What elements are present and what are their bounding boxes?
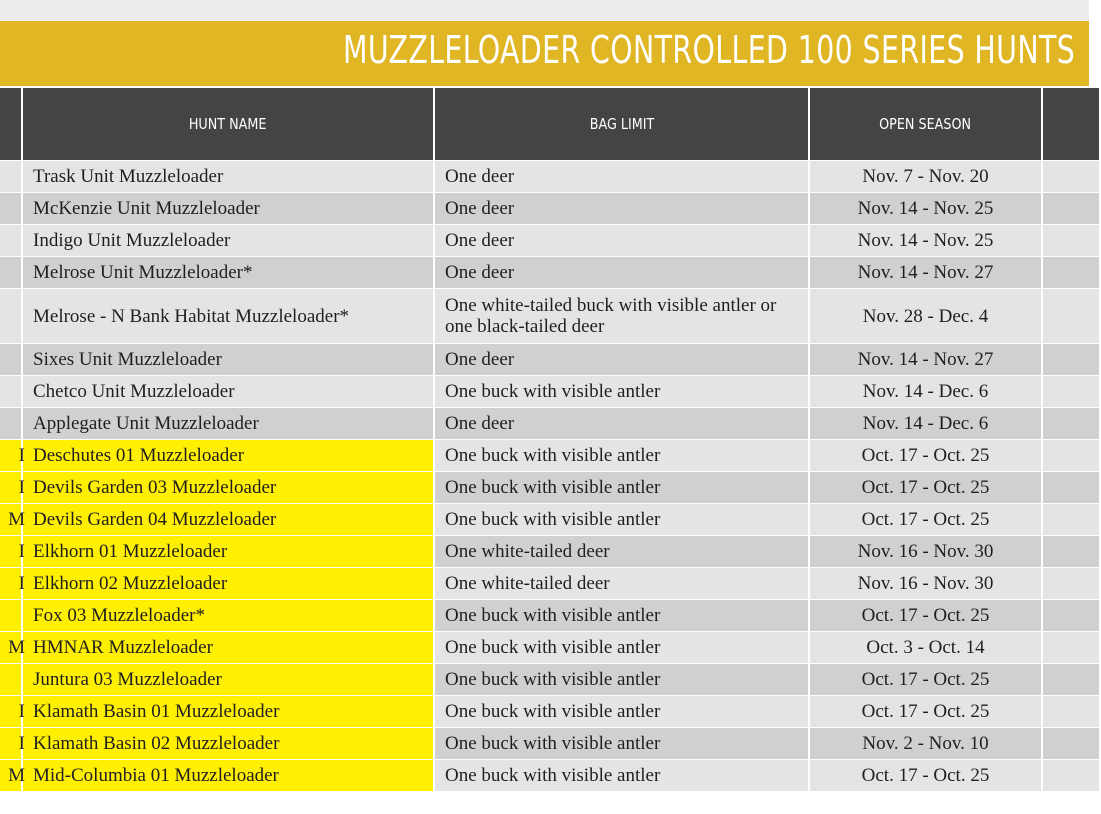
row-hunt-name-text: McKenzie Unit Muzzleloader xyxy=(33,198,260,219)
row-bag-limit xyxy=(434,193,809,225)
row-bag-limit xyxy=(434,440,809,472)
row-bag-limit xyxy=(434,728,809,760)
row-extra-cell xyxy=(1042,376,1100,408)
table-row xyxy=(0,760,1100,792)
row-bag-limit xyxy=(434,408,809,440)
row-hunt-name xyxy=(22,408,434,440)
row-open-season-text: Nov. 14 - Nov. 25 xyxy=(857,230,994,251)
row-code-cell xyxy=(0,193,22,225)
row-extra-cell xyxy=(1042,193,1100,225)
row-open-season-text: Oct. 17 - Oct. 25 xyxy=(861,669,990,690)
row-hunt-name-text: Elkhorn 02 Muzzleloader xyxy=(33,573,228,594)
row-open-season-text: Oct. 17 - Oct. 25 xyxy=(861,445,990,466)
table-row xyxy=(0,408,1100,440)
row-open-season-text: Nov. 28 - Dec. 4 xyxy=(862,305,989,327)
row-hunt-name-text: Klamath Basin 01 Muzzleloader xyxy=(33,701,280,722)
row-hunt-name-text: Trask Unit Muzzleloader xyxy=(33,166,224,187)
row-code-cell-text: I xyxy=(18,541,25,562)
header-code-cell xyxy=(0,88,22,161)
row-bag-limit-text: One deer xyxy=(445,349,515,370)
row-bag-limit-text: One buck with visible antler xyxy=(445,733,661,754)
row-open-season xyxy=(809,440,1042,472)
row-bag-limit-text: One white-tailed deer xyxy=(445,573,610,594)
row-bag-limit xyxy=(434,289,809,344)
row-hunt-name-text: Fox 03 Muzzleloader* xyxy=(33,605,206,626)
row-extra-cell xyxy=(1042,600,1100,632)
row-hunt-name-text: Mid-Columbia 01 Muzzleloader xyxy=(33,765,279,786)
row-open-season-text: Oct. 3 - Oct. 14 xyxy=(866,637,985,658)
row-bag-limit-text: One deer xyxy=(445,262,515,283)
row-bag-limit-text: One buck with visible antler xyxy=(445,637,661,658)
row-open-season-text: Oct. 17 - Oct. 25 xyxy=(861,701,990,722)
row-bag-limit xyxy=(434,568,809,600)
row-bag-limit-text: One buck with visible antler xyxy=(445,445,661,466)
row-extra-cell xyxy=(1042,161,1100,193)
row-open-season xyxy=(809,600,1042,632)
row-open-season xyxy=(809,408,1042,440)
row-bag-limit xyxy=(434,536,809,568)
row-code-cell xyxy=(0,344,22,376)
row-bag-limit-text: One deer xyxy=(445,413,515,434)
row-bag-limit xyxy=(434,161,809,193)
row-bag-limit xyxy=(434,696,809,728)
row-hunt-name-text: Melrose Unit Muzzleloader* xyxy=(33,262,253,283)
row-extra-cell xyxy=(1042,632,1100,664)
row-open-season xyxy=(809,193,1042,225)
row-bag-limit-text: One buck with visible antler xyxy=(445,381,661,402)
hunts-table xyxy=(0,88,1101,792)
row-open-season xyxy=(809,257,1042,289)
row-extra-cell xyxy=(1042,728,1100,760)
row-bag-limit-text: One buck with visible antler xyxy=(445,509,661,530)
table-row xyxy=(0,289,1100,344)
row-extra-cell xyxy=(1042,289,1100,344)
row-open-season-text: Oct. 17 - Oct. 25 xyxy=(861,765,990,786)
row-open-season-text: Nov. 14 - Nov. 25 xyxy=(857,198,994,219)
row-extra-cell xyxy=(1042,504,1100,536)
title-bar xyxy=(0,21,1089,86)
table-row xyxy=(0,376,1100,408)
row-hunt-name xyxy=(22,440,434,472)
row-bag-limit-text: One buck with visible antler xyxy=(445,669,661,690)
row-extra-cell xyxy=(1042,760,1100,792)
row-code-cell xyxy=(0,536,25,568)
row-open-season xyxy=(809,760,1042,792)
row-hunt-name-text: Indigo Unit Muzzleloader xyxy=(33,230,231,251)
row-open-season xyxy=(809,344,1042,376)
row-code-cell-text: I xyxy=(18,477,25,498)
row-bag-limit-text: One deer xyxy=(445,166,515,187)
row-open-season-text: Nov. 14 - Nov. 27 xyxy=(857,262,994,283)
table-row xyxy=(0,225,1100,257)
row-code-cell xyxy=(0,440,25,472)
row-extra-cell xyxy=(1042,664,1100,696)
row-code-cell xyxy=(0,225,22,257)
row-bag-limit xyxy=(434,760,809,792)
row-extra-cell xyxy=(1042,225,1100,257)
row-open-season-text: Nov. 2 - Nov. 10 xyxy=(862,733,989,754)
row-code-cell xyxy=(0,376,22,408)
row-hunt-name-text: Sixes Unit Muzzleloader xyxy=(33,349,222,370)
row-code-cell xyxy=(0,289,22,344)
row-open-season xyxy=(809,161,1042,193)
row-hunt-name xyxy=(22,193,434,225)
row-bag-limit-text: One buck with visible antler xyxy=(445,605,661,626)
row-bag-limit xyxy=(434,632,809,664)
row-open-season-text: Nov. 7 - Nov. 20 xyxy=(862,166,989,187)
row-extra-cell xyxy=(1042,536,1100,568)
row-code-cell-text: I xyxy=(18,445,25,466)
row-extra-cell xyxy=(1042,408,1100,440)
row-open-season xyxy=(809,568,1042,600)
row-code-cell xyxy=(0,568,25,600)
row-code-cell xyxy=(0,472,25,504)
row-hunt-name-text: Devils Garden 03 Muzzleloader xyxy=(33,477,277,498)
table-row xyxy=(0,504,1100,536)
header-bag-limit xyxy=(434,88,809,161)
table-row xyxy=(0,193,1100,225)
row-code-cell xyxy=(0,632,25,664)
row-code-cell xyxy=(0,664,22,696)
row-open-season-text: Nov. 14 - Nov. 27 xyxy=(857,349,994,370)
row-hunt-name xyxy=(22,376,434,408)
row-bag-limit xyxy=(434,504,809,536)
row-bag-limit-text: One buck with visible antler xyxy=(445,765,661,786)
row-hunt-name xyxy=(22,344,434,376)
row-hunt-name xyxy=(22,225,434,257)
header-open-season-label: OPEN SEASON xyxy=(879,115,972,133)
row-bag-limit-text: One deer xyxy=(445,230,515,251)
row-bag-limit-text: One white-tailed deer xyxy=(445,541,610,562)
row-open-season xyxy=(809,376,1042,408)
row-extra-cell xyxy=(1042,440,1100,472)
row-code-cell xyxy=(0,696,25,728)
table-row xyxy=(0,568,1100,600)
row-hunt-name xyxy=(22,568,434,600)
row-hunt-name-text: Elkhorn 01 Muzzleloader xyxy=(33,541,228,562)
row-hunt-name-text: Devils Garden 04 Muzzleloader xyxy=(33,509,277,530)
row-hunt-name xyxy=(22,632,434,664)
row-open-season xyxy=(809,504,1042,536)
row-open-season xyxy=(809,696,1042,728)
row-code-cell xyxy=(0,257,22,289)
header-hunt-name xyxy=(22,88,434,161)
row-open-season xyxy=(809,632,1042,664)
row-bag-limit-text: One buck with visible antler xyxy=(445,701,661,722)
row-code-cell xyxy=(0,408,22,440)
row-hunt-name xyxy=(22,760,434,792)
row-hunt-name-text: Applegate Unit Muzzleloader xyxy=(33,413,259,434)
table-row xyxy=(0,161,1100,193)
row-code-cell-text: M xyxy=(8,765,25,786)
row-code-cell xyxy=(0,728,25,760)
row-open-season-text: Nov. 14 - Dec. 6 xyxy=(862,381,989,402)
row-hunt-name xyxy=(22,664,434,696)
row-hunt-name xyxy=(22,161,434,193)
table-row xyxy=(0,344,1100,376)
row-open-season xyxy=(809,289,1042,344)
row-extra-cell xyxy=(1042,472,1100,504)
row-bag-limit xyxy=(434,664,809,696)
row-bag-limit xyxy=(434,600,809,632)
table-row xyxy=(0,632,1100,664)
row-hunt-name xyxy=(22,289,434,344)
row-code-cell-text: I xyxy=(18,733,25,754)
row-hunt-name-text: Deschutes 01 Muzzleloader xyxy=(33,445,245,466)
table-row xyxy=(0,472,1100,504)
table-row xyxy=(0,728,1100,760)
row-extra-cell xyxy=(1042,696,1100,728)
row-hunt-name-text: HMNAR Muzzleloader xyxy=(33,637,213,658)
row-extra-cell xyxy=(1042,568,1100,600)
row-open-season-text: Oct. 17 - Oct. 25 xyxy=(861,509,990,530)
row-code-cell-text: I xyxy=(18,573,25,594)
page-title: MUZZLELOADER CONTROLLED 100 SERIES HUNTS xyxy=(342,28,1075,72)
row-hunt-name xyxy=(22,728,434,760)
header-extra-cell xyxy=(1042,88,1100,161)
table-row xyxy=(0,440,1100,472)
row-open-season-text: Oct. 17 - Oct. 25 xyxy=(861,477,990,498)
table-row xyxy=(0,696,1100,728)
row-bag-limit-text: One buck with visible antler xyxy=(445,477,661,498)
row-open-season xyxy=(809,664,1042,696)
row-hunt-name-text: Klamath Basin 02 Muzzleloader xyxy=(33,733,280,754)
row-open-season xyxy=(809,225,1042,257)
row-hunt-name xyxy=(22,472,434,504)
row-open-season xyxy=(809,472,1042,504)
row-code-cell-text: M xyxy=(8,509,25,530)
header-open-season xyxy=(809,88,1042,161)
row-extra-cell xyxy=(1042,257,1100,289)
row-extra-cell xyxy=(1042,344,1100,376)
row-hunt-name xyxy=(22,504,434,536)
row-bag-limit xyxy=(434,472,809,504)
row-open-season-text: Nov. 16 - Nov. 30 xyxy=(857,541,994,562)
row-bag-limit-text: One deer xyxy=(445,198,515,219)
row-hunt-name-text: Juntura 03 Muzzleloader xyxy=(33,669,222,690)
row-hunt-name xyxy=(22,257,434,289)
row-bag-limit xyxy=(434,257,809,289)
row-code-cell xyxy=(0,760,25,792)
row-open-season-text: Nov. 14 - Dec. 6 xyxy=(862,413,989,434)
row-open-season-text: Nov. 16 - Nov. 30 xyxy=(857,573,994,594)
row-code-cell-text: M xyxy=(8,637,25,658)
row-bag-limit-text: One white-tailed buck with visible antler or one black-tailed deer xyxy=(445,295,777,337)
row-bag-limit xyxy=(434,376,809,408)
row-hunt-name xyxy=(22,600,434,632)
row-open-season xyxy=(809,536,1042,568)
table-row xyxy=(0,664,1100,696)
row-code-cell xyxy=(0,161,22,193)
row-bag-limit xyxy=(434,344,809,376)
table-row xyxy=(0,536,1100,568)
row-hunt-name xyxy=(22,696,434,728)
table-row xyxy=(0,257,1100,289)
row-code-cell xyxy=(0,504,25,536)
row-code-cell xyxy=(0,600,22,632)
row-hunt-name xyxy=(22,536,434,568)
row-open-season xyxy=(809,728,1042,760)
table-row xyxy=(0,600,1100,632)
row-hunt-name-text: Chetco Unit Muzzleloader xyxy=(33,381,235,402)
row-bag-limit xyxy=(434,225,809,257)
table-header-row xyxy=(0,88,1100,161)
row-code-cell-text: I xyxy=(18,701,25,722)
header-bag-limit-label: BAG LIMIT xyxy=(589,115,654,133)
row-open-season-text: Oct. 17 - Oct. 25 xyxy=(861,605,990,626)
header-hunt-name-label: HUNT NAME xyxy=(189,115,267,133)
table-body xyxy=(0,161,1100,792)
row-hunt-name-text: Melrose - N Bank Habitat Muzzleloader* xyxy=(33,305,350,327)
top-band xyxy=(0,0,1089,21)
